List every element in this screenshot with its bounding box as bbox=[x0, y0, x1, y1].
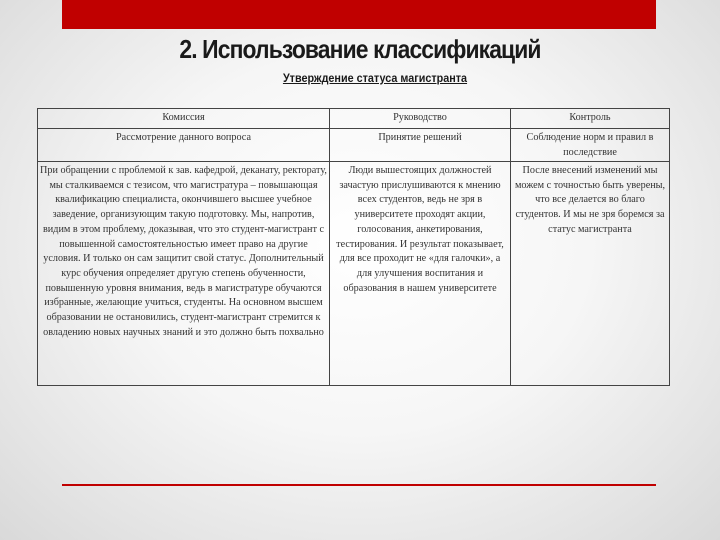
table-cell: Люди вышестоящих должностей зачастую прислушиваются к мнению всех студентов, ведь не зря в университете проходят акции, голосования, анкетирования, тестирования. И результат показывает, для все проходит не «для галочки», а для улучшения воспитания и образования в нашем университете bbox=[330, 162, 511, 386]
table-cell: Принятие решений bbox=[330, 129, 511, 162]
bottom-accent-line bbox=[62, 484, 656, 486]
table-cell: Соблюдение норм и правил в последствие bbox=[511, 129, 670, 162]
table-cell: При обращении с проблемой к зав. кафедрой, деканату, ректорату, мы сталкиваемся с тезисом, что магистратура – повышающая квалификацию специалиста, окончившего высшее учебное заведение, организующим такую подготовку. Мы, напротив, видим в этом проблему, доказывая, что это студент-магистрант с повышенной самостоятельностью имеет право на другие условия. И только он сам защитит свой статус. Дополнительный курс обучения определяет другую степень обученности, повышенную уровня внимания, ведь в магистратуре обучаются избранные, желающие учиться, студенты. На основном высшем образовании не остановились, студент-магистрант стремится к овладению новых научных знаний и это должно быть похвально bbox=[38, 162, 330, 386]
top-accent-bar bbox=[62, 0, 656, 29]
header-control: Контроль bbox=[511, 109, 670, 129]
classification-table bbox=[37, 108, 670, 386]
slide-subtitle: Утверждение статуса магистранта bbox=[282, 71, 468, 85]
table-header-row bbox=[38, 109, 670, 129]
table-cell: После внесений изменений мы можем с точностью быть уверены, что все делается во благо студентов. И мы не зря боремся за статус магистранта bbox=[511, 162, 670, 386]
header-commission: Комиссия bbox=[38, 109, 330, 129]
slide-title: 2. Использование классификаций bbox=[179, 34, 541, 64]
table-cell: Рассмотрение данного вопроса bbox=[38, 129, 330, 162]
header-management: Руководство bbox=[330, 109, 511, 129]
table-row bbox=[38, 129, 670, 162]
table-row bbox=[38, 162, 670, 386]
